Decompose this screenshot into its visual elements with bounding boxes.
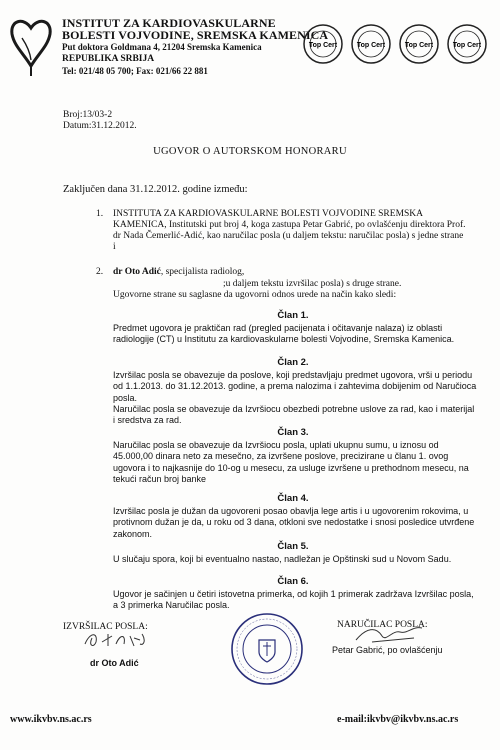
article-5-heading: Član 5.	[277, 541, 309, 552]
contractor-signature-label: IZVRŠILAC POSLA:	[63, 622, 148, 632]
document-date: Datum:31.12.2012.	[63, 121, 137, 131]
party-2-number: 2.	[96, 267, 104, 277]
article-1-heading: Član 1.	[277, 310, 309, 321]
footer-email: e-mail:ikvbv@ikvbv.ns.ac.rs	[337, 714, 459, 725]
party-2-line	[113, 267, 244, 278]
intro-text: Zaključen dana 31.12.2012. godine između:	[63, 184, 248, 195]
cert-badge-label: Top Cert	[404, 42, 434, 49]
party-2-name: dr Oto Adić	[113, 267, 161, 277]
document-number: Broj:13/03-2	[63, 110, 113, 120]
institute-name-line1: INSTITUT ZA KARDIOVASKULARNE	[62, 16, 276, 30]
certification-badge-icon	[302, 23, 344, 65]
institute-phone: Tel: 021/48 05 700; Fax: 021/66 22 881	[62, 66, 208, 76]
institute-address: Put doktora Goldmana 4, 21204 Sremska Kamenica	[62, 42, 262, 52]
institute-name-line2: BOLESTI VOJVODINE, SREMSKA KAMENICA	[62, 28, 329, 42]
institute-country: REPUBLIKA SRBIJA	[62, 54, 155, 64]
article-4-heading: Član 4.	[277, 493, 309, 504]
article-2-text: Izvršilac posla se obavezuje da poslove, koji predstavljaju predmet ugovora, vrši u periodu od 1.1.2013. do 31.12.2013. godine, a prema nalozima i zahtevima dobijenim od Naručioca posla.	[113, 370, 477, 403]
certification-badge-icon	[446, 23, 488, 65]
official-seal-icon	[230, 612, 304, 686]
article-4-text: Izvršilac posla je dužan da ugovoreni posao obavlja lege artis i u ugovorenim rokovima, u protivnom dužan je da, u roku od 3 dana, otkloni sve nedostatke i snosi posledice utvrđene zakonom.	[113, 506, 475, 539]
client-signature-mark	[352, 622, 432, 646]
contractor-name: dr Oto Adić	[90, 658, 139, 668]
article-6-text: Ugovor je sačinjen u četiri istovetna primerka, od kojih 1 primerak zadržava Izvršilac posla, a 3 primerka Naručilac posla.	[113, 589, 474, 611]
party-2-role: , specijalista radiolog,	[160, 267, 245, 277]
article-1-text: Predmet ugovora je praktičan rad (pregled pacijenata i očitavanje nalaza) iz oblasti radiologije (CT) u Institutu za kardiovaskularne bolesti Vojvodine, Sremska Kamenica.	[113, 323, 455, 345]
certification-badge-icon	[398, 23, 440, 65]
document-title: UGOVOR O AUTORSKOM HONORARU	[153, 146, 347, 157]
certification-badge-icon	[350, 23, 392, 65]
article-3-text: Naručilac posla se obavezuje da Izvršiocu posla, uplati ukupnu sumu, u iznosu od 45.000,00 dinara neto za mesečno, za izvršene poslove, precizirane u članu 1. ovog ugovora i to najkasnije do 10-og u mesecu, za usluge izvršene u prethodnom mesecu, na tekući račun broj banke	[113, 440, 469, 484]
footer-website: www.ikvbv.ns.ac.rs	[10, 714, 92, 725]
party-2-rest: ;u daljem tekstu izvršilac posla) s druge strane.	[223, 279, 402, 289]
article-6-heading: Član 6.	[277, 576, 309, 587]
client-name: Petar Gabrić, po ovlašćenju	[332, 645, 443, 655]
document-meta	[63, 110, 137, 132]
article-3-heading: Član 3.	[277, 427, 309, 438]
client-signature-label: NARUČILAC POSLA:	[337, 620, 428, 630]
cert-badge-label: Top Cert	[308, 42, 338, 49]
article-2-heading: Član 2.	[277, 357, 309, 368]
party-1-text: INSTITUTA ZA KARDIOVASKULARNE BOLESTI VOJVODINE SREMSKA KAMENICA, Institutski put broj 4, koga zastupa Petar Gabrić, po ovlašćenju direktora Prof. dr Nada Čemerlić-Adić, kao naručilac posla (u daljem tekstu: naručilac posla) s jedne strane i	[113, 209, 466, 252]
cert-badge-label: Top Cert	[356, 42, 386, 49]
cert-badge-label: Top Cert	[452, 42, 482, 49]
article-2-text-2: Naručilac posla se obavezuje da Izvršiocu obezbedi potrebne uslove za rad, kao i materijal i sredstva za rad.	[113, 404, 475, 426]
agreement-text: Ugovorne strane su saglasne da ugovorni odnos urede na način kako sledi:	[113, 290, 397, 300]
party-1-number: 1.	[96, 209, 104, 219]
heart-logo-icon	[8, 14, 54, 78]
contractor-signature-mark	[82, 628, 152, 650]
article-5-text: U slučaju spora, koji bi eventualno nastao, nadležan je Opštinski sud u Novom Sadu.	[113, 554, 452, 564]
